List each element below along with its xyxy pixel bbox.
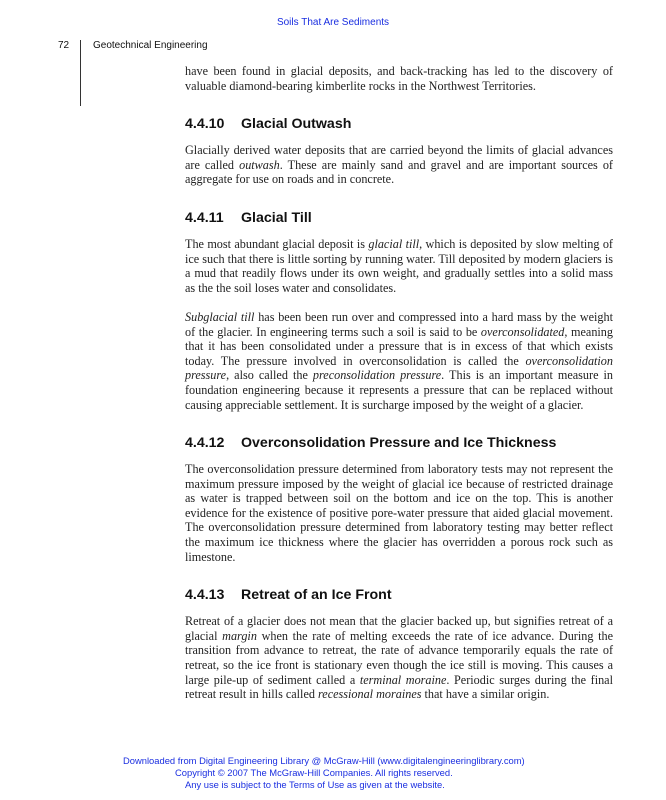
paragraph: [185, 237, 613, 295]
italic-term: margin: [222, 628, 257, 643]
section-number: 4.4.10: [185, 116, 225, 133]
italic-term: Subglacial till: [185, 309, 255, 324]
italic-term: terminal moraine: [359, 672, 447, 687]
section-number: 4.4.11: [185, 209, 224, 226]
page-header: [0, 40, 666, 54]
text-run: Retreat of a glacier does not mean that the glacier backed up, but signifies retreat of a glacial: [185, 614, 613, 643]
section-title: Glacial Till: [241, 209, 312, 226]
paragraph: [185, 143, 613, 187]
section-heading-overconsolidation: [185, 434, 613, 452]
text-run: . These are mainly sand and gravel and are important sources of aggregate for use on roads and in concrete.: [185, 157, 613, 187]
text-run: that have a similar origin.: [421, 687, 550, 702]
paragraph: The overconsolidation pressure determined from laboratory tests may not represent the maximum pressure imposed by the weight of glacial ice because of restricted drainage as water is trapped between soil on the bottom and ice on the top. This is another evidence for the existence of positive pore-water pressure that aided glacial movement. The overconsolidation pressure determined from laboratory testing may better reflect the maximum ice thickness where the glacier has overridden a porous rock such as limestone.: [185, 462, 613, 564]
section-heading-glacial-outwash: [185, 115, 613, 133]
footer-copyright: Copyright © 2007 The McGraw-Hill Companies. All rights reserved.: [175, 767, 453, 779]
page-body: [185, 64, 613, 702]
italic-term: preconsolidation pressure: [312, 368, 442, 383]
vertical-rule: [80, 40, 81, 106]
section-number: 4.4.12: [185, 435, 225, 452]
italic-term: glacial till: [368, 236, 420, 251]
footer-terms: Any use is subject to the Terms of Use as given at the website.: [185, 779, 445, 791]
text-run: . This is an important measure in foundation engineering because it represents a pressure that can be replaced without causing appreciable settlement. It is surcharge imposed by the weight of a glacier.: [185, 368, 613, 412]
paragraph: [185, 614, 613, 702]
italic-term: outwash: [239, 157, 280, 172]
text-run: The most abundant glacial deposit is: [185, 236, 369, 251]
page-number: 72: [58, 40, 70, 51]
footer: [0, 755, 666, 792]
section-heading-retreat: [185, 586, 613, 604]
text-run: , also called the: [226, 368, 313, 383]
text-run: when the rate of melting exceeds the rate of ice advance. During the transition from advance to retreat, the rate of advance temporarily equals the rate of retreat, so the ice front is stationary even though the ice still is moving. This causes a large pile-up of sediment called a: [185, 628, 613, 687]
text-run: , meaning that it has been consolidated under a pressure that is in excess of that which exists today. The pressure involved in overconsolidation is called the: [185, 324, 613, 368]
section-title: Overconsolidation Pressure and Ice Thickness: [241, 435, 557, 452]
text-run: . Periodic surges during the final retreat result in hills called: [185, 672, 613, 702]
text-run: Glacially derived water deposits that are carried beyond the limits of glacial advances are called: [185, 143, 613, 172]
footer-download-link[interactable]: Downloaded from Digital Engineering Library @ McGraw-Hill (www.digitalengineeringlibrary.com): [123, 755, 525, 766]
section-title: Glacial Outwash: [241, 116, 352, 133]
running-head: Soils That Are Sediments: [276, 17, 390, 28]
text-run: has been been run over and compressed into a hard mass by the weight of the glacier. In engineering terms such a soil is said to be: [185, 309, 613, 339]
book-title: Geotechnical Engineering: [93, 40, 208, 51]
paragraph: [185, 310, 613, 412]
text-run: , which is deposited by slow melting of ice such that there is little sorting by running water. Till deposited by modern glaciers is a mud that readily flows under its own weight, and gradually settles into a solid mass as the the soil loses water and consolidates.: [185, 236, 613, 295]
italic-term: overconsolidation pressure: [185, 353, 613, 383]
intro-paragraph: have been found in glacial deposits, and back-tracking has led to the discovery of valuable diamond-bearing kimberlite rocks in the Northwest Territories.: [185, 64, 613, 93]
section-number: 4.4.13: [185, 587, 225, 604]
section-heading-glacial-till: [185, 209, 613, 227]
italic-term: recessional moraines: [318, 687, 422, 702]
italic-term: overconsolidated: [480, 324, 565, 339]
section-title: Retreat of an Ice Front: [241, 587, 392, 604]
